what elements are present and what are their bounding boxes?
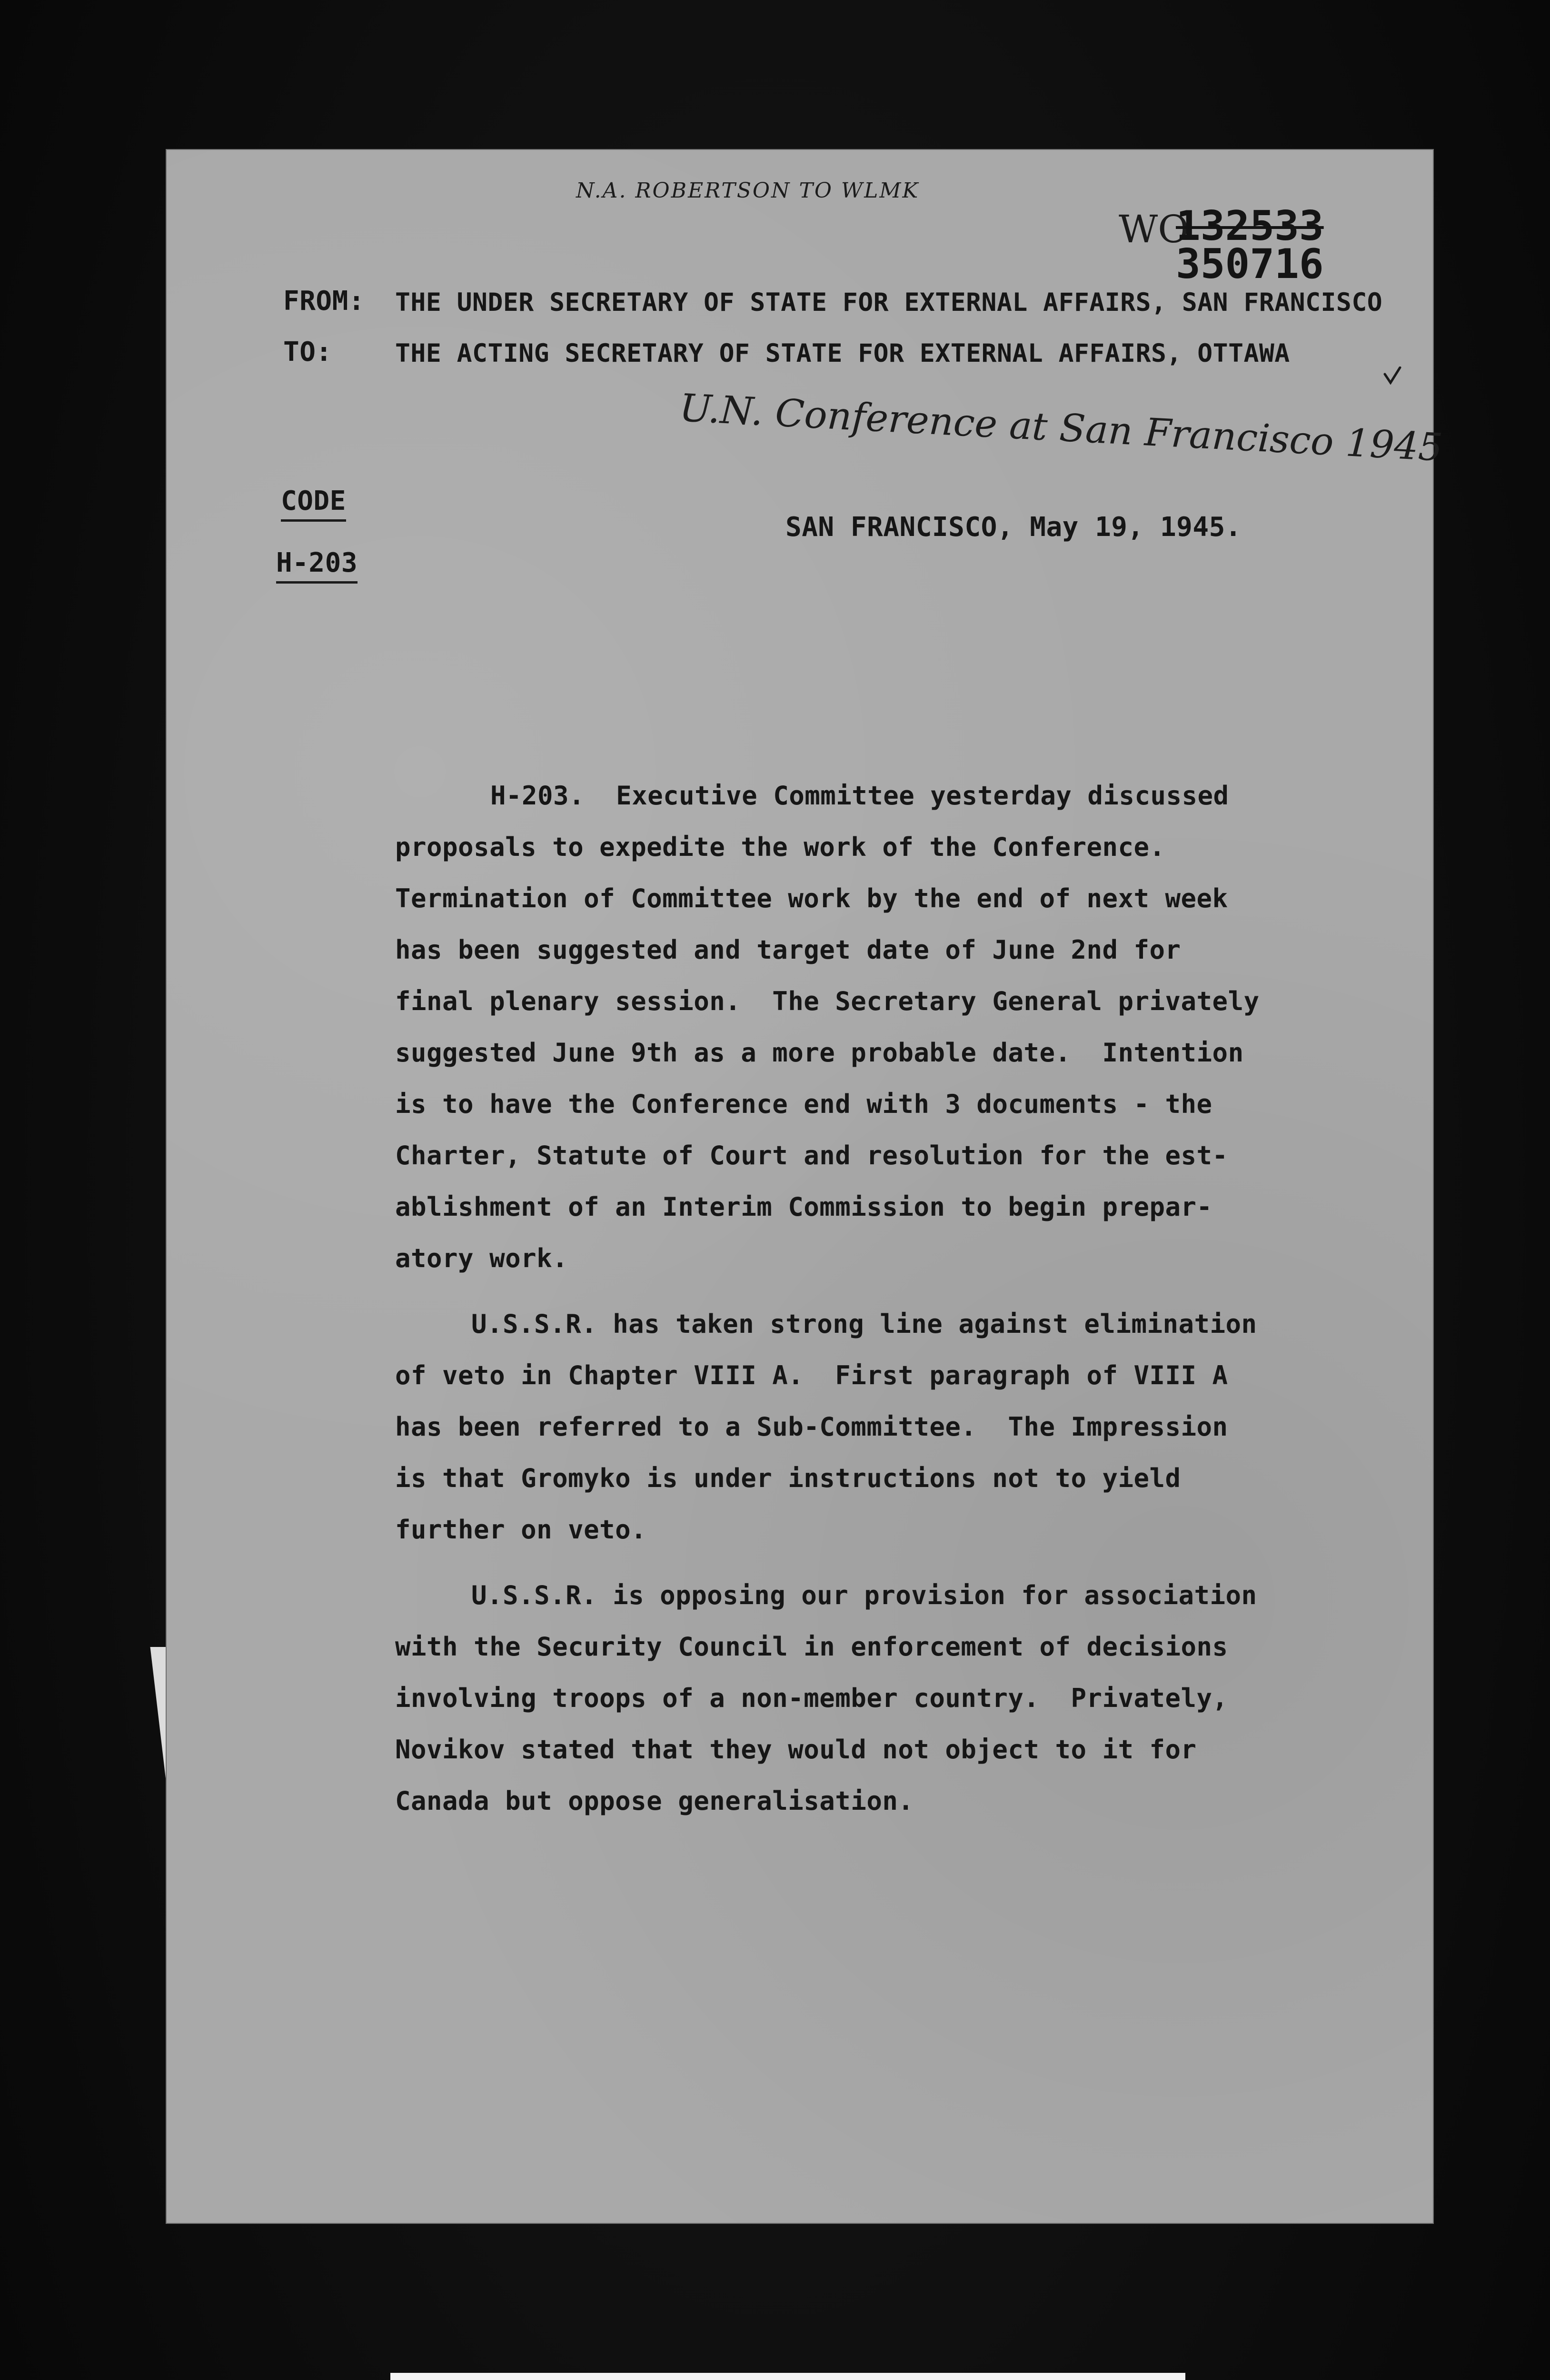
body-line: U.S.S.R. is opposing our provision for association [471, 1580, 1257, 1610]
body-line: proposals to expedite the work of the Conference. [395, 832, 1165, 862]
to-value: THE ACTING SECRETARY OF STATE FOR EXTERNAL AFFAIRS, OTTAWA [395, 339, 1290, 368]
dateline: SAN FRANCISCO, May 19, 1945. [785, 512, 1242, 543]
code-value: H-203 [276, 547, 358, 584]
from-label: FROM: [283, 286, 365, 317]
file-number-stamp [1176, 202, 1324, 288]
body-line: with the Security Council in enforcement of decisions [395, 1632, 1228, 1662]
check-mark-icon [1383, 367, 1402, 385]
body-line: Termination of Committee work by the end of next week [395, 883, 1228, 913]
body-line: suggested June 9th as a more probable date. Intention [395, 1038, 1244, 1068]
body-line: H-203. Executive Committee yesterday discussed [490, 781, 1229, 811]
from-value: THE UNDER SECRETARY OF STATE FOR EXTERNAL AFFAIRS, SAN FRANCISCO [395, 288, 1383, 317]
body-line: Novikov stated that they would not object to it for [395, 1735, 1197, 1765]
body-line: final plenary session. The Secretary General privately [395, 986, 1260, 1016]
body-line: U.S.S.R. has taken strong line against elimination [471, 1309, 1257, 1339]
to-label: TO: [283, 337, 332, 367]
body-line: ablishment of an Interim Commission to begin prepar- [395, 1192, 1212, 1222]
body-line: is to have the Conference end with 3 documents - the [395, 1089, 1212, 1119]
code-label: CODE [281, 486, 346, 522]
body-line: further on veto. [395, 1515, 647, 1545]
body-line: involving troops of a non-member country. Privately, [395, 1683, 1228, 1713]
citation-label [390, 2373, 1185, 2380]
file-number-struck: 132533 [1176, 202, 1324, 250]
handwritten-subject: U.N. Conference at San Francisco 1945 [678, 386, 1444, 470]
body-line: has been referred to a Sub-Committee. The Impression [395, 1412, 1228, 1442]
body-line: is that Gromyko is under instructions not to yield [395, 1463, 1181, 1493]
body-line: atory work. [395, 1243, 568, 1273]
body-line: Canada but oppose generalisation. [395, 1786, 914, 1816]
file-prefix: WO [1119, 207, 1189, 251]
body-line: has been suggested and target date of June 2nd for [395, 935, 1181, 965]
body-line: Charter, Statute of Court and resolution for the est- [395, 1140, 1228, 1170]
handwritten-addressee-note: N.A. ROBERTSON TO WLMK [576, 178, 920, 203]
file-number: 350716 [1176, 240, 1324, 288]
body-line: of veto in Chapter VIII A. First paragraph of VIII A [395, 1360, 1228, 1390]
document-page [167, 150, 1444, 2223]
